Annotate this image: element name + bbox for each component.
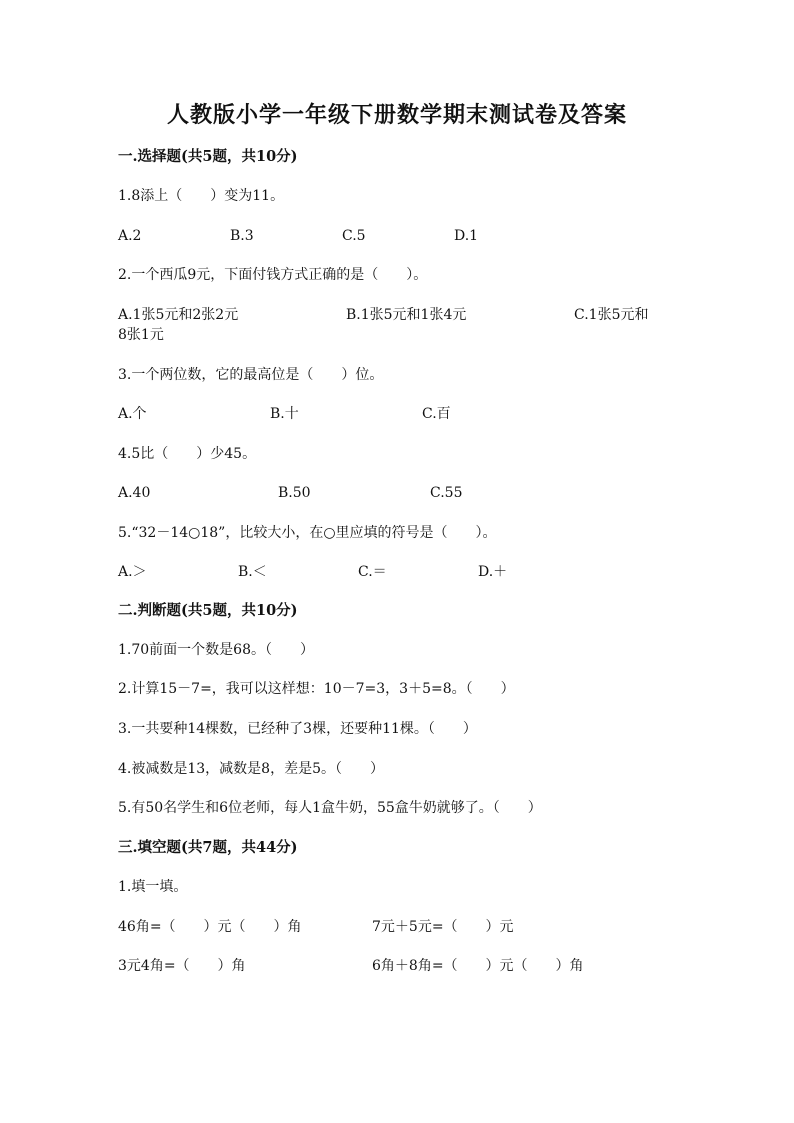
question-text: 5.有50名学生和6位老师，每人1盒牛奶，55盒牛奶就够了。（ ） [118,800,542,816]
question-text: 2.一个西瓜9元，下面付钱方式正确的是（ ）。 [118,267,428,283]
question-text: 4.5比（ ）少45。 [118,446,257,462]
blank-item: 46角=（ ）元（ ）角 [118,919,302,935]
section-heading-choice: 一.选择题(共5题，共10分) [118,148,298,165]
option-a: A.40 [118,485,151,501]
option-a: A.个 [118,406,147,422]
option-c: C.＝ [358,564,387,580]
option-b: B.＜ [238,564,267,580]
blank-item: 7元＋5元=（ ）元 [372,919,514,935]
option-b: B.50 [278,485,311,501]
section-heading-fill-blank: 三.填空题(共7题，共44分) [118,839,298,856]
option-d: D.＋ [478,564,508,580]
option-c: C.百 [422,406,451,422]
blank-item: 3元4角=（ ）角 [118,958,246,974]
option-c: C.1张5元和 [574,307,649,323]
option-c-continued: 8张1元 [118,327,164,343]
option-a: A.＞ [118,564,147,580]
blank-item: 6角＋8角=（ ）元（ ）角 [372,958,584,974]
question-text: 1.70前面一个数是68。（ ） [118,642,314,658]
option-d: D.1 [454,228,479,244]
option-b: B.3 [230,228,254,244]
question-text: 4.被减数是13，减数是8，差是5。（ ） [118,761,384,777]
option-b: B.十 [270,406,299,422]
option-c: C.55 [430,485,463,501]
question-text: 3.一个两位数，它的最高位是（ ）位。 [118,367,384,383]
section-heading-judgement: 二.判断题(共5题，共10分) [118,602,298,619]
question-text: 1.填一填。 [118,879,188,895]
option-a: A.1张5元和2张2元 [118,307,239,323]
option-b: B.1张5元和1张4元 [346,307,467,323]
question-text: 3.一共要种14棵数，已经种了3棵，还要种11棵。（ ） [118,721,477,737]
question-text: 2.计算15－7=，我可以这样想：10－7=3，3＋5=8。（ ） [118,681,515,697]
page-title: 人教版小学一年级下册数学期末测试卷及答案 [166,102,627,128]
question-text: 1.8添上（ ）变为11。 [118,188,285,204]
option-c: C.5 [342,228,366,244]
option-a: A.2 [118,228,142,244]
question-text: 5.“32－14○18”，比较大小，在○里应填的符号是（ ）。 [118,525,497,541]
